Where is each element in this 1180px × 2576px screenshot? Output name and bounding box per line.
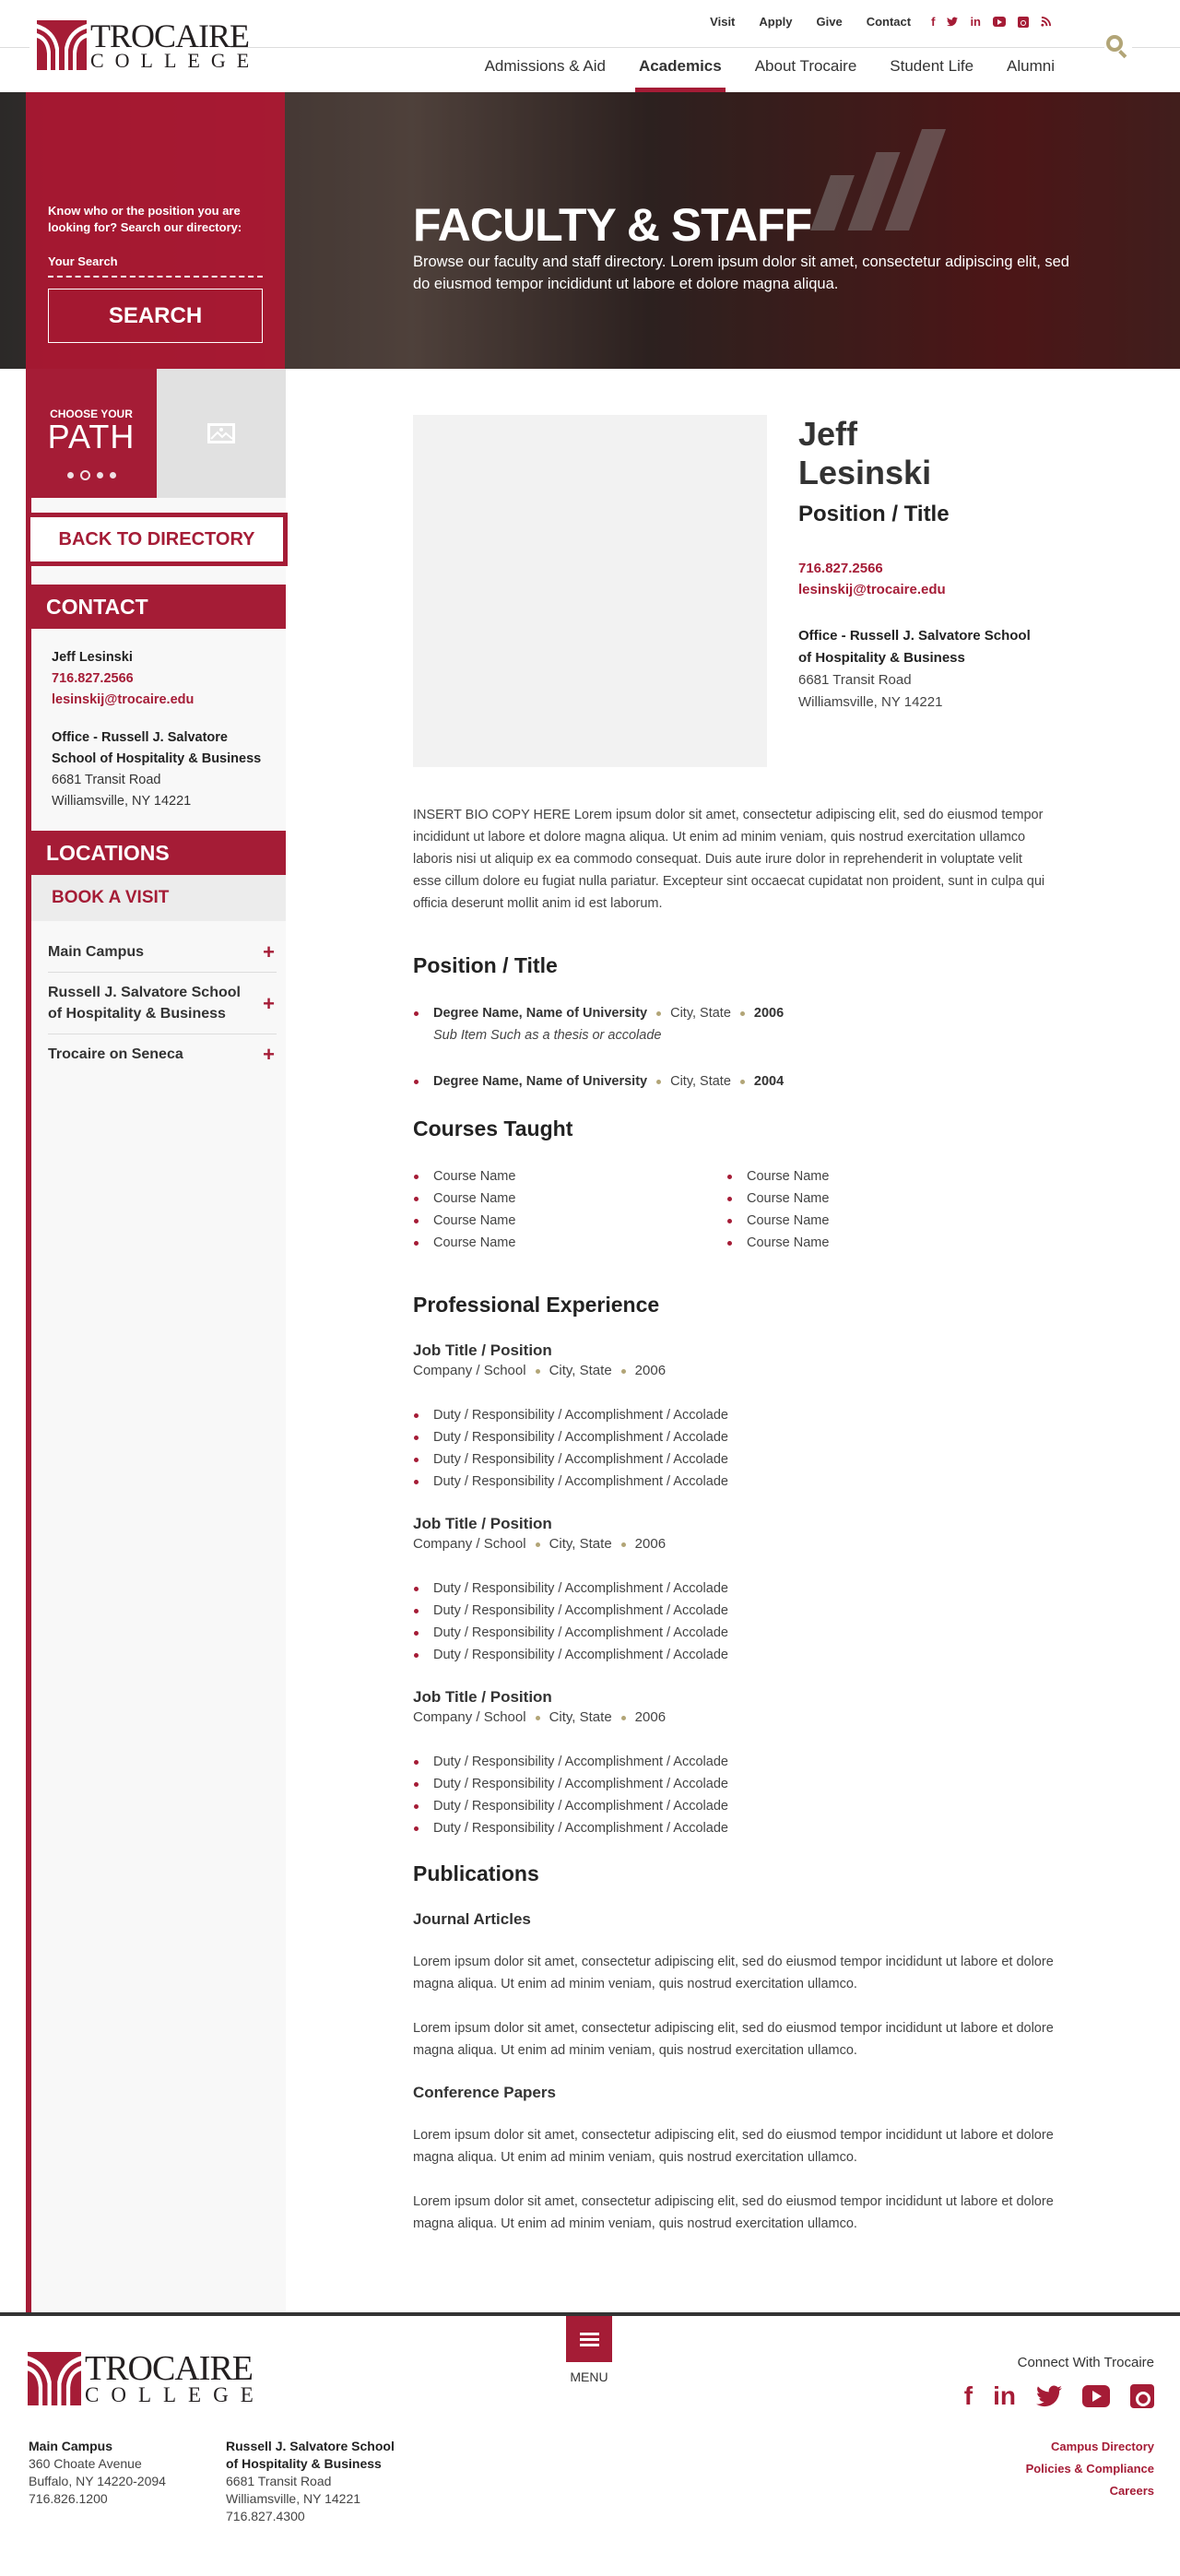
path-image-placeholder <box>157 369 286 498</box>
carousel-dots <box>26 470 157 480</box>
conference-papers <box>413 2084 1058 2235</box>
contact-phone-link[interactable]: 716.827.2566 <box>52 671 134 686</box>
choose-your-path-carousel[interactable] <box>26 369 286 498</box>
duty-item: Duty / Responsibility / Accomplishment / Accolade <box>413 1622 1058 1644</box>
contact-office-line2: School of Hospitality & Business <box>52 751 262 766</box>
footer-link-campus-directory[interactable]: Campus Directory <box>1051 2440 1154 2453</box>
profile-address1: 6681 Transit Road <box>798 672 912 688</box>
job-title: Job Title / Position <box>413 1688 552 1706</box>
courses-heading: Courses Taught <box>413 1117 573 1140</box>
instagram-icon[interactable] <box>1018 17 1029 28</box>
nav-academics[interactable]: Academics <box>639 57 722 92</box>
course-item: Course Name <box>726 1210 1040 1232</box>
book-a-visit-link[interactable]: BOOK A VISIT <box>31 875 286 921</box>
search-icon[interactable] <box>1104 33 1132 61</box>
back-to-directory-button[interactable]: BACK TO DIRECTORY <box>26 513 288 566</box>
job-entry: Job Title / Position Company / School City, State 2006 Duty / Responsibility / Accomplishment / Accolade Duty / Responsibility / Accomplishment / Accolade Duty / Responsibility / Accomplishment / Accolade Duty / Responsibility / Accomplishment / Accolade <box>413 1688 1058 1839</box>
sidebar <box>26 369 312 2312</box>
course-item: Course Name <box>413 1165 726 1188</box>
logo-mark-icon <box>37 20 87 70</box>
profile-office: Office - Russell J. Salvatore School of Hospitality & Business <box>798 628 1031 666</box>
util-link-apply[interactable]: Apply <box>759 15 793 29</box>
expand-plus-icon[interactable]: + <box>263 991 275 1015</box>
menu-label: MENU <box>570 2369 608 2384</box>
search-input[interactable]: Your Search <box>48 254 263 278</box>
profile-first-name: Jeff <box>798 415 858 453</box>
nav-about[interactable]: About Trocaire <box>754 57 857 75</box>
util-link-contact[interactable]: Contact <box>866 15 912 29</box>
duty-item: Duty / Responsibility / Accomplishment / Accolade <box>413 1471 1058 1493</box>
duty-item: Duty / Responsibility / Accomplishment / Accolade <box>413 1404 1058 1426</box>
util-link-visit[interactable]: Visit <box>710 15 736 29</box>
expand-plus-icon[interactable]: + <box>263 1043 275 1066</box>
duty-item: Duty / Responsibility / Accomplishment / Accolade <box>413 1644 1058 1666</box>
profile-phone-link[interactable]: 716.827.2566 <box>798 561 883 576</box>
journal-item: Lorem ipsum dolor sit amet, consectetur adipiscing elit, sed do eiusmod tempor incididunt ut labore et dolore magna aliqua. Ut enim ad minim veniam, quis nostrud exercitation ullamco. <box>413 2021 1054 2058</box>
youtube-icon[interactable] <box>993 17 1006 27</box>
footer-main-campus: Main Campus 360 Choate Avenue Buffalo, NY 14220-2094 716.826.1200 <box>29 2439 166 2506</box>
location-item-salvatore[interactable]: Russell J. Salvatore School of Hospitality & Business + <box>48 973 277 1034</box>
logo-line1: TROCAIRE <box>90 18 249 54</box>
duty-item: Duty / Responsibility / Accomplishment / Accolade <box>413 1795 1058 1817</box>
education-sub-item: Sub Item Such as a thesis or accolade <box>433 1028 662 1043</box>
nav-student-life[interactable]: Student Life <box>890 57 974 75</box>
youtube-icon[interactable] <box>1082 2385 1110 2407</box>
footer-logo[interactable]: TROCAIRE COLLEGE <box>28 2351 266 2405</box>
twitter-icon[interactable] <box>947 17 958 27</box>
image-icon <box>207 423 235 443</box>
util-link-give[interactable]: Give <box>816 15 843 29</box>
path-label-large: PATH <box>47 418 136 455</box>
facebook-icon[interactable]: f <box>931 15 936 29</box>
profile-photo-placeholder <box>413 415 767 767</box>
profile-last-name: Lesinski <box>798 454 932 491</box>
connect-label: Connect With Trocaire <box>1017 2355 1154 2370</box>
course-item: Course Name <box>726 1188 1040 1210</box>
site-header <box>0 0 1180 92</box>
facebook-icon[interactable]: f <box>963 2381 974 2410</box>
search-button[interactable]: SEARCH <box>48 289 263 343</box>
footer-links <box>1026 2436 1154 2502</box>
duty-item: Duty / Responsibility / Accomplishment / Accolade <box>413 1817 1058 1839</box>
job-entry: Job Title / Position Company / School City, State 2006 Duty / Responsibility / Accomplishment / Accolade Duty / Responsibility / Accomplishment / Accolade Duty / Responsibility / Accomplishment / Accolade Duty / Responsibility / Accomplishment / Accolade <box>413 1515 1058 1666</box>
experience-heading: Professional Experience <box>413 1293 660 1317</box>
hero-banner <box>0 92 1180 369</box>
profile-content <box>413 369 1058 2312</box>
contact-office-line1: Office - Russell J. Salvatore <box>52 730 228 745</box>
instagram-icon[interactable] <box>1130 2384 1154 2408</box>
footer-salvatore-campus: Russell J. Salvatore School of Hospitality & Business 6681 Transit Road Williamsville, NY 14221 716.827.4300 <box>226 2439 395 2523</box>
profile-header <box>413 415 1058 767</box>
contact-heading: CONTACT <box>26 585 286 629</box>
conference-item: Lorem ipsum dolor sit amet, consectetur adipiscing elit, sed do eiusmod tempor incididunt ut labore et dolore magna aliqua. Ut enim ad minim veniam, quis nostrud exercitation ullamco. <box>413 2194 1054 2231</box>
contact-name: Jeff Lesinski <box>52 650 133 665</box>
rss-icon[interactable] <box>1041 17 1051 27</box>
linkedin-icon[interactable]: in <box>993 2381 1016 2410</box>
linkedin-icon[interactable]: in <box>970 15 981 29</box>
education-item: Degree Name, Name of University City, State 2006 Sub Item Such as a thesis or accolade <box>413 1002 1058 1046</box>
contact-address1: 6681 Transit Road <box>52 773 161 787</box>
courses-list <box>413 1165 1058 1254</box>
path-label-small: CHOOSE YOUR <box>50 408 133 420</box>
expand-plus-icon[interactable]: + <box>263 940 275 963</box>
hero-description: Browse our faculty and staff directory. Lorem ipsum dolor sit amet, consectetur adipiscing elit, sed do eiusmod tempor incididunt ut labore et dolore magna aliqua. <box>413 254 1069 292</box>
course-item: Course Name <box>413 1232 726 1254</box>
education-item: Degree Name, Name of University City, State 2004 <box>413 1070 1058 1093</box>
education-list <box>413 1002 1058 1093</box>
profile-bio: INSERT BIO COPY HERE Lorem ipsum dolor sit amet, consectetur adipiscing elit, sed do eiusmod tempor incididunt ut labore et dolore magna aliqua. Ut enim ad minim veniam, quis nostrud exercitation ullamco laboris nisi ut aliquip ex ea commodo consequat. Duis aute irure dolor in reprehenderit in voluptate velit esse cillum dolore eu fugiat nulla pariatur. Excepteur sint occaecat cupidatat non proident, sunt in culpa qui officia deserunt mollit anim id est laborum. <box>413 808 1045 911</box>
footer-link-careers[interactable]: Careers <box>1109 2484 1154 2498</box>
nav-alumni[interactable]: Alumni <box>1007 57 1055 75</box>
menu-button[interactable] <box>566 2316 612 2362</box>
duty-item: Duty / Responsibility / Accomplishment / Accolade <box>413 1751 1058 1773</box>
duty-item: Duty / Responsibility / Accomplishment / Accolade <box>413 1426 1058 1448</box>
profile-address2: Williamsville, NY 14221 <box>798 694 943 710</box>
logo-line2: COLLEGE <box>90 49 261 72</box>
carousel-dot[interactable] <box>97 472 103 479</box>
duty-item: Duty / Responsibility / Accomplishment / Accolade <box>413 1448 1058 1471</box>
conference-item: Lorem ipsum dolor sit amet, consectetur adipiscing elit, sed do eiusmod tempor incididunt ut labore et dolore magna aliqua. Ut enim ad minim veniam, quis nostrud exercitation ullamco. <box>413 2128 1054 2165</box>
carousel-dot[interactable] <box>67 472 74 479</box>
trocaire-logo[interactable] <box>30 18 261 72</box>
logo-mark-icon <box>28 2352 81 2405</box>
duty-item: Duty / Responsibility / Accomplishment / Accolade <box>413 1773 1058 1795</box>
contact-address2: Williamsville, NY 14221 <box>52 794 192 809</box>
site-footer <box>0 2312 1180 2543</box>
footer-link-policies[interactable]: Policies & Compliance <box>1025 2462 1154 2476</box>
main-nav <box>452 57 1055 92</box>
sidebar-contact <box>31 629 312 831</box>
carousel-dot[interactable] <box>110 472 116 479</box>
nav-admissions[interactable]: Admissions & Aid <box>484 57 606 75</box>
utility-nav <box>710 15 1051 29</box>
directory-search-panel <box>26 92 285 369</box>
journal-heading: Journal Articles <box>413 1910 531 1928</box>
job-entry: Job Title / Position Company / School City, State 2006 Duty / Responsibility / Accomplishment / Accolade Duty / Responsibility / Accomplishment / Accolade Duty / Responsibility / Accomplishment / Accolade Duty / Responsibility / Accomplishment / Accolade <box>413 1341 1058 1493</box>
page-body <box>0 369 1180 2312</box>
course-item: Course Name <box>726 1232 1040 1254</box>
carousel-dot-active[interactable] <box>80 470 90 480</box>
job-title: Job Title / Position <box>413 1515 552 1532</box>
duty-item: Duty / Responsibility / Accomplishment / Accolade <box>413 1600 1058 1622</box>
contact-email-link[interactable]: lesinskij@trocaire.edu <box>52 692 195 707</box>
publications-heading: Publications <box>413 1861 539 1885</box>
profile-position: Position / Title <box>798 502 950 526</box>
course-item: Course Name <box>413 1188 726 1210</box>
locations-list <box>48 921 277 1074</box>
location-item-main-campus[interactable]: Main Campus + <box>48 932 277 973</box>
conference-heading: Conference Papers <box>413 2084 556 2101</box>
search-prompt: Know who or the position you are looking for? Search our directory: <box>48 204 242 234</box>
course-item: Course Name <box>726 1165 1040 1188</box>
hamburger-icon <box>580 2333 599 2335</box>
journal-articles <box>413 1910 1058 2062</box>
journal-item: Lorem ipsum dolor sit amet, consectetur adipiscing elit, sed do eiusmod tempor incididunt ut labore et dolore magna aliqua. Ut enim ad minim veniam, quis nostrud exercitation ullamco. <box>413 1955 1054 1991</box>
locations-heading: LOCATIONS <box>26 831 286 875</box>
duty-item: Duty / Responsibility / Accomplishment / Accolade <box>413 1578 1058 1600</box>
header-social <box>931 15 1051 29</box>
page-title: FACULTY & STAFF <box>413 199 812 251</box>
twitter-icon[interactable] <box>1036 2385 1062 2407</box>
job-title: Job Title / Position <box>413 1341 552 1359</box>
location-item-seneca[interactable]: Trocaire on Seneca + <box>48 1043 275 1066</box>
education-heading: Position / Title <box>413 953 558 977</box>
footer-social <box>964 2382 1154 2410</box>
course-item: Course Name <box>413 1210 726 1232</box>
profile-email-link[interactable]: lesinskij@trocaire.edu <box>798 582 946 597</box>
